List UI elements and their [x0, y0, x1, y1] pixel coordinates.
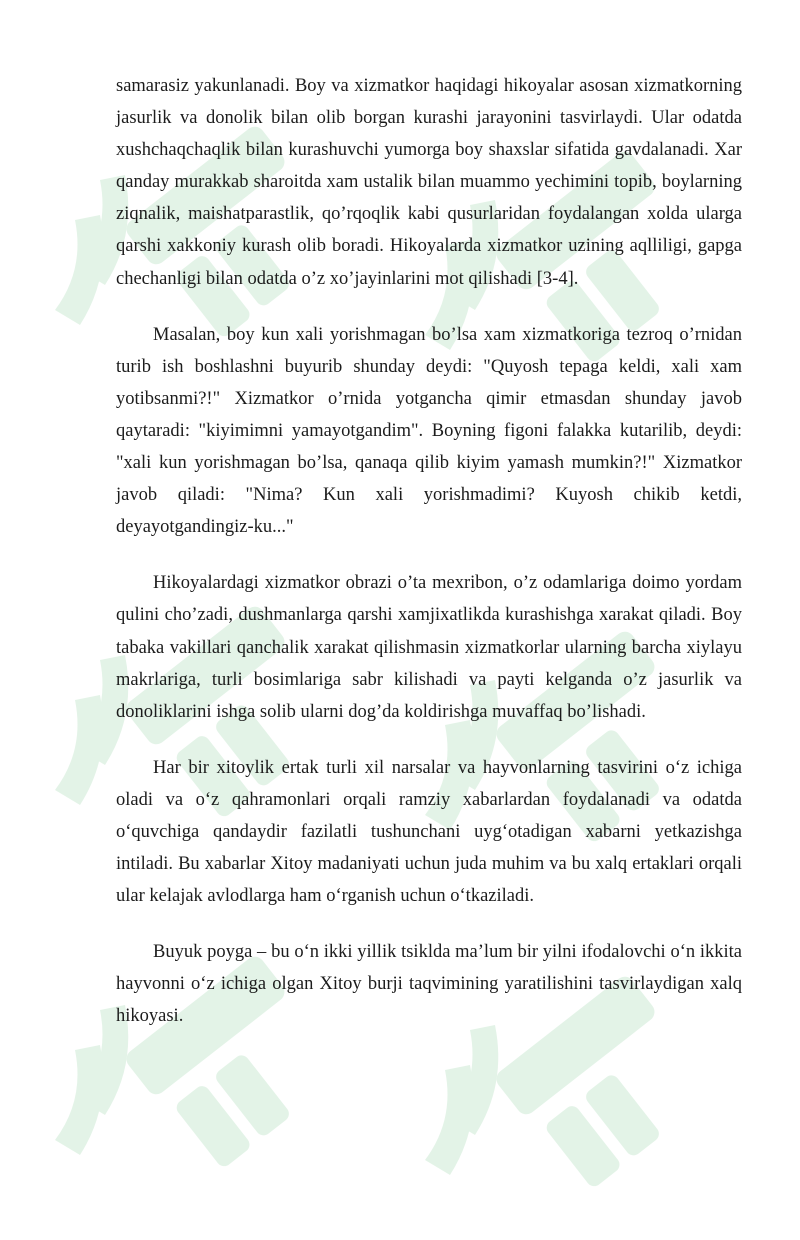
paragraph-example-dialogue: Masalan, boy kun xali yorishmagan bo’lsa xam xizmatkoriga tezroq o’rnidan turib ish boshlashni buyurib shunday deydi: "Quyosh tepaga keldi, xali xam yotibsanmi?!" Xizmatkor o’rnida yotgancha qimir etmasdan shunday javob qaytaradi: "kiyimimni yamayotgandim". Boyning figoni falakka kutarilib, deydi: "xali kun yorishmagan bo’lsa, qanaqa qilib kiyim yamash mumkin?!" Xizmatkor javob qiladi: "Nima? Kun xali yorishmadimi? Kuyosh chikib ketdi, deyayotgandingiz-ku..." [116, 324, 742, 538]
paragraph-chinese-tales: Har bir xitoylik ertak turli xil narsalar va hayvonlarning tasvirini o‘z ichiga oladi va o‘z qahramonlari orqali ramziy xabarlardan foydalanadi va odatda o‘quvchiga qandaydir fazilatli tushunchani uyg‘otadigan xabarni yetkazishga intiladi. Bu xabarlar Xitoy madaniyati uchun juda muhim va bu xalq ertaklari orqali ular kelajak avlodlarga ham o‘rganish uchun o‘tkaziladi. [116, 757, 742, 907]
paragraph-servant-image: Hikoyalardagi xizmatkor obrazi o’ta mexribon, o’z odamlariga doimo yordam qulini cho’zadi, dushmanlarga qarshi xamjixatlikda kurashishga xarakat qiladi. Boy tabaka vakillari qanchalik xarakat qilishmasin xizmatkorlar ularning barcha xiylayu makrlariga, turli bosimlariga sabr kilishadi va payti kelganda o’z jasurlik va donoliklarini ishga solib ularni dog’da koldirishga muvaffaq bo’lishadi. [116, 573, 742, 722]
paragraph-continued: samarasiz yakunlanadi. Boy va xizmatkor haqidagi hikoyalar asosan xizmatkorning jasurlik va donolik bilan olib borgan kurashi jarayonini tasvirlaydi. Ular odatda xushchaqchaqlik bilan kurashuvchi yumorga boy shaxslar sifatida gavdalanadi. Xar qanday murakkab sharoitda xam ustalik bilan muammo yechimini topib, boylarning ziqnalik, maishatparastlik, qo’rqoqlik kabi qusurlaridan foydalangan xolda ularga qarshi xakkoniy kurash olib boradi. Hikoyalarda xizmatkor uzining aqlliligi, gapga chechanligi bilan odatda o’z xo’jayinlarini mot qilishadi [3-4]. [116, 76, 742, 289]
document-body [116, 70, 742, 1057]
paragraph-great-race: Buyuk poyga – bu o‘n ikki yillik tsiklda ma’lum bir yilni ifodalovchi o‘n ikkita hayvonni o‘z ichiga olgan Xitoy burji taqvimining yaratilishini tasvirlaydigan xalq hikoyasi. [116, 942, 742, 1027]
